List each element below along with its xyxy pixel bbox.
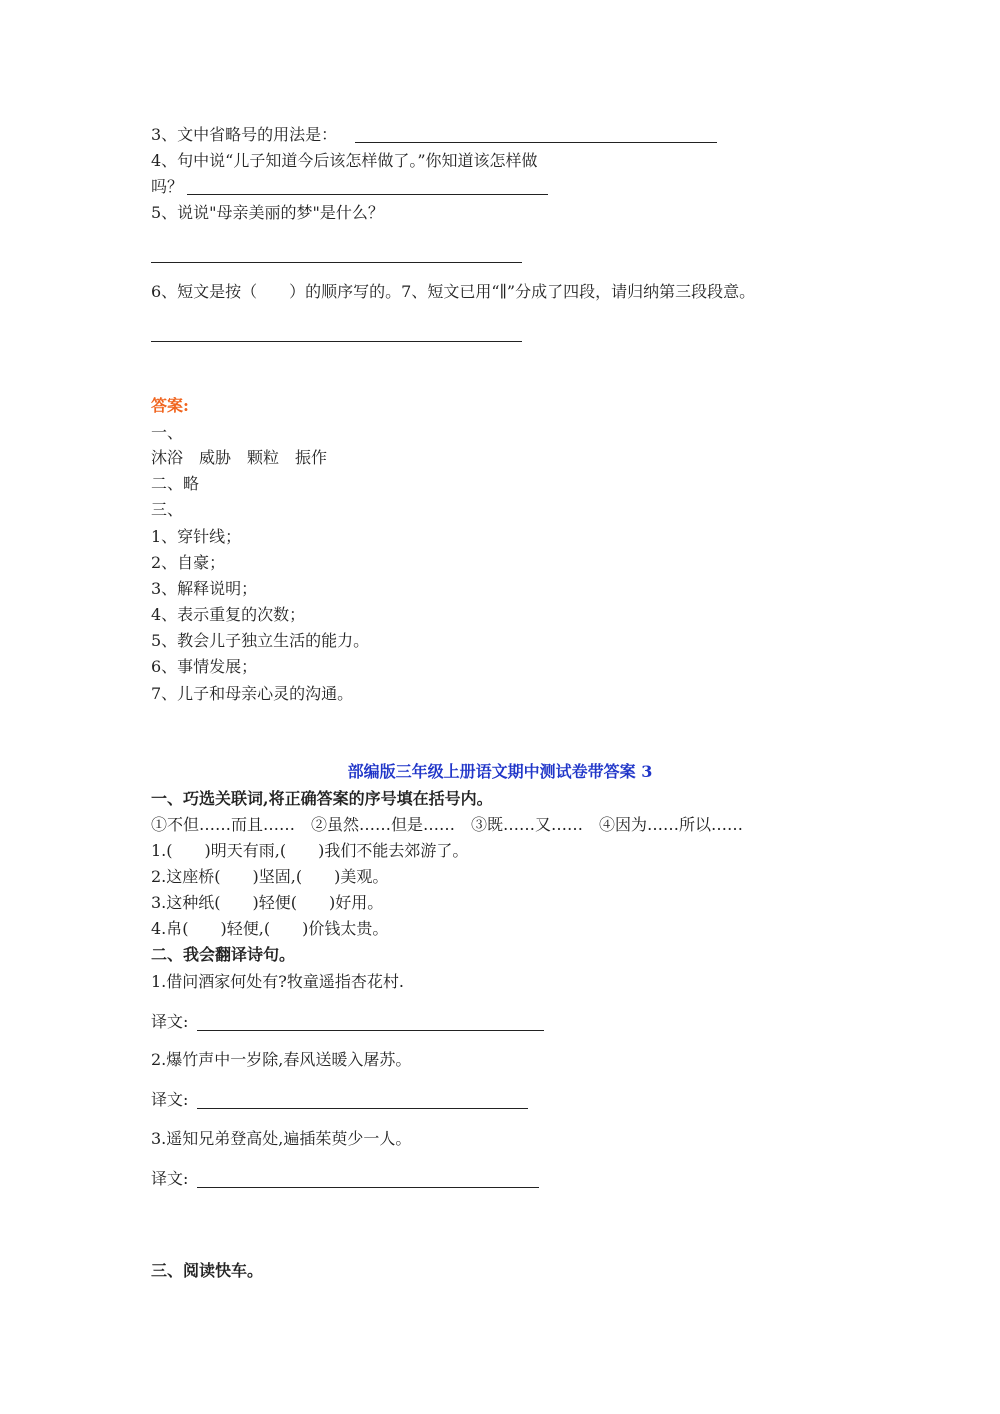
answer-item: 4、表示重复的次数； bbox=[151, 605, 306, 624]
answer-blank-line bbox=[355, 142, 717, 143]
conjunction-options: ①不但……而且…… ②虽然……但是…… ③既……又…… ④因为……所以…… bbox=[151, 815, 744, 834]
answer-blank-line bbox=[151, 341, 522, 342]
answers-heading: 答案: bbox=[151, 396, 189, 415]
answer-item: 5、教会儿子独立生活的能力。 bbox=[151, 631, 370, 650]
answer-item: 1、穿针线； bbox=[151, 527, 242, 546]
question-3: 3、文中省略号的用法是： bbox=[151, 125, 338, 144]
exam-title: 部编版三年级上册语文期中测试卷带答案 3 bbox=[347, 762, 653, 781]
part-1-item: 4.帛( )轻便,( )价钱太贵。 bbox=[151, 919, 389, 938]
part-1-item: 1.( )明天有雨,( )我们不能去郊游了。 bbox=[151, 841, 469, 860]
answers-section-2: 二、略 bbox=[151, 474, 200, 493]
translation-label: 译文: bbox=[151, 1169, 189, 1188]
answer-item: 7、儿子和母亲心灵的沟通。 bbox=[151, 684, 354, 703]
answer-blank-line bbox=[151, 262, 522, 263]
translation-blank-line bbox=[197, 1187, 539, 1188]
poem-line: 3.遥知兄弟登高处,遍插茱萸少一人。 bbox=[151, 1129, 412, 1148]
translation-blank-line bbox=[197, 1030, 544, 1031]
translation-blank-line bbox=[197, 1108, 528, 1109]
poem-line: 2.爆竹声中一岁除,春风送暖入屠苏。 bbox=[151, 1050, 412, 1069]
translation-label: 译文: bbox=[151, 1012, 189, 1031]
part-1-item: 3.这种纸( )轻便( )好用。 bbox=[151, 893, 384, 912]
answers-section-1-words: 沐浴 威胁 颗粒 振作 bbox=[151, 448, 328, 467]
part-3-heading: 三、阅读快车。 bbox=[151, 1261, 264, 1280]
question-5: 5、说说"母亲美丽的梦"是什么？ bbox=[151, 203, 384, 222]
poem-line: 1.借问酒家何处有?牧童遥指杏花村. bbox=[151, 972, 404, 991]
answer-item: 2、自豪； bbox=[151, 553, 226, 572]
question-6-7: 6、短文是按（ ）的顺序写的。7、短文已用“∥”分成了四段，请归纳第三段段意。 bbox=[151, 282, 756, 301]
answers-section-1-label: 一、 bbox=[151, 423, 184, 442]
part-1-heading: 一、巧选关联词,将正确答案的序号填在括号内。 bbox=[151, 789, 493, 808]
translation-label: 译文: bbox=[151, 1090, 189, 1109]
part-1-item: 2.这座桥( )坚固,( )美观。 bbox=[151, 867, 389, 886]
question-4-line-2: 吗？ bbox=[151, 177, 184, 196]
answers-section-3-label: 三、 bbox=[151, 500, 184, 519]
answer-item: 6、事情发展； bbox=[151, 657, 258, 676]
part-2-heading: 二、我会翻译诗句。 bbox=[151, 945, 296, 964]
answer-item: 3、解释说明； bbox=[151, 579, 258, 598]
answer-blank-line bbox=[187, 194, 548, 195]
question-4-line-1: 4、句中说“儿子知道今后该怎样做了。”你知道该怎样做 bbox=[151, 151, 538, 170]
